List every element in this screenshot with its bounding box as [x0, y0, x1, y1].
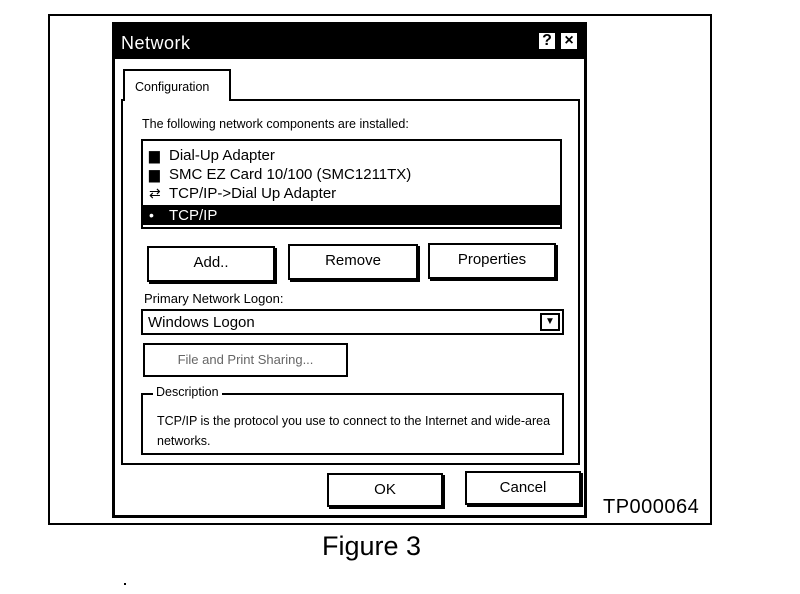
components-label: The following network components are installed:	[142, 117, 409, 131]
list-item[interactable]	[143, 164, 560, 184]
network-adapter-icon: ▆	[149, 166, 160, 182]
list-item[interactable]	[143, 145, 560, 165]
list-item-selected[interactable]	[143, 205, 560, 225]
list-item-label: TCP/IP->Dial Up Adapter	[169, 185, 337, 202]
description-group	[141, 385, 564, 455]
remove-button[interactable]: Remove	[288, 244, 418, 280]
add-button[interactable]: Add..	[147, 246, 275, 282]
components-list[interactable]	[141, 139, 562, 229]
stray-mark	[124, 583, 126, 585]
title-bar	[115, 25, 584, 59]
primary-logon-label: Primary Network Logon:	[144, 291, 284, 306]
protocol-icon: •	[149, 207, 154, 223]
list-item-label: TCP/IP	[169, 207, 218, 224]
list-item-label: Dial-Up Adapter	[169, 147, 275, 164]
properties-button[interactable]: Properties	[428, 243, 556, 279]
protocol-icon: ⇄	[149, 185, 161, 201]
figure-id: TP000064	[603, 496, 700, 518]
ok-button[interactable]: OK	[327, 473, 443, 507]
close-button[interactable]: ×	[559, 31, 579, 51]
cancel-button[interactable]: Cancel	[465, 471, 581, 505]
chevron-down-icon[interactable]: ▼	[540, 313, 560, 331]
description-text: TCP/IP is the protocol you use to connect to the Internet and wide-area networks.	[157, 414, 551, 448]
primary-logon-value: Windows Logon	[148, 314, 255, 331]
description-legend: Description	[153, 385, 222, 399]
list-item-label: SMC EZ Card 10/100 (SMC1211TX)	[169, 166, 412, 183]
file-print-sharing-button[interactable]: File and Print Sharing...	[143, 343, 348, 377]
list-item[interactable]	[143, 183, 560, 203]
tab-configuration[interactable]: Configuration	[123, 69, 231, 101]
figure-caption: Figure 3	[322, 531, 422, 561]
network-adapter-icon: ▆	[149, 147, 160, 163]
network-dialog	[112, 22, 587, 518]
dialog-title: Network	[121, 33, 191, 53]
primary-logon-select[interactable]	[141, 309, 564, 335]
help-button[interactable]: ?	[537, 31, 557, 51]
